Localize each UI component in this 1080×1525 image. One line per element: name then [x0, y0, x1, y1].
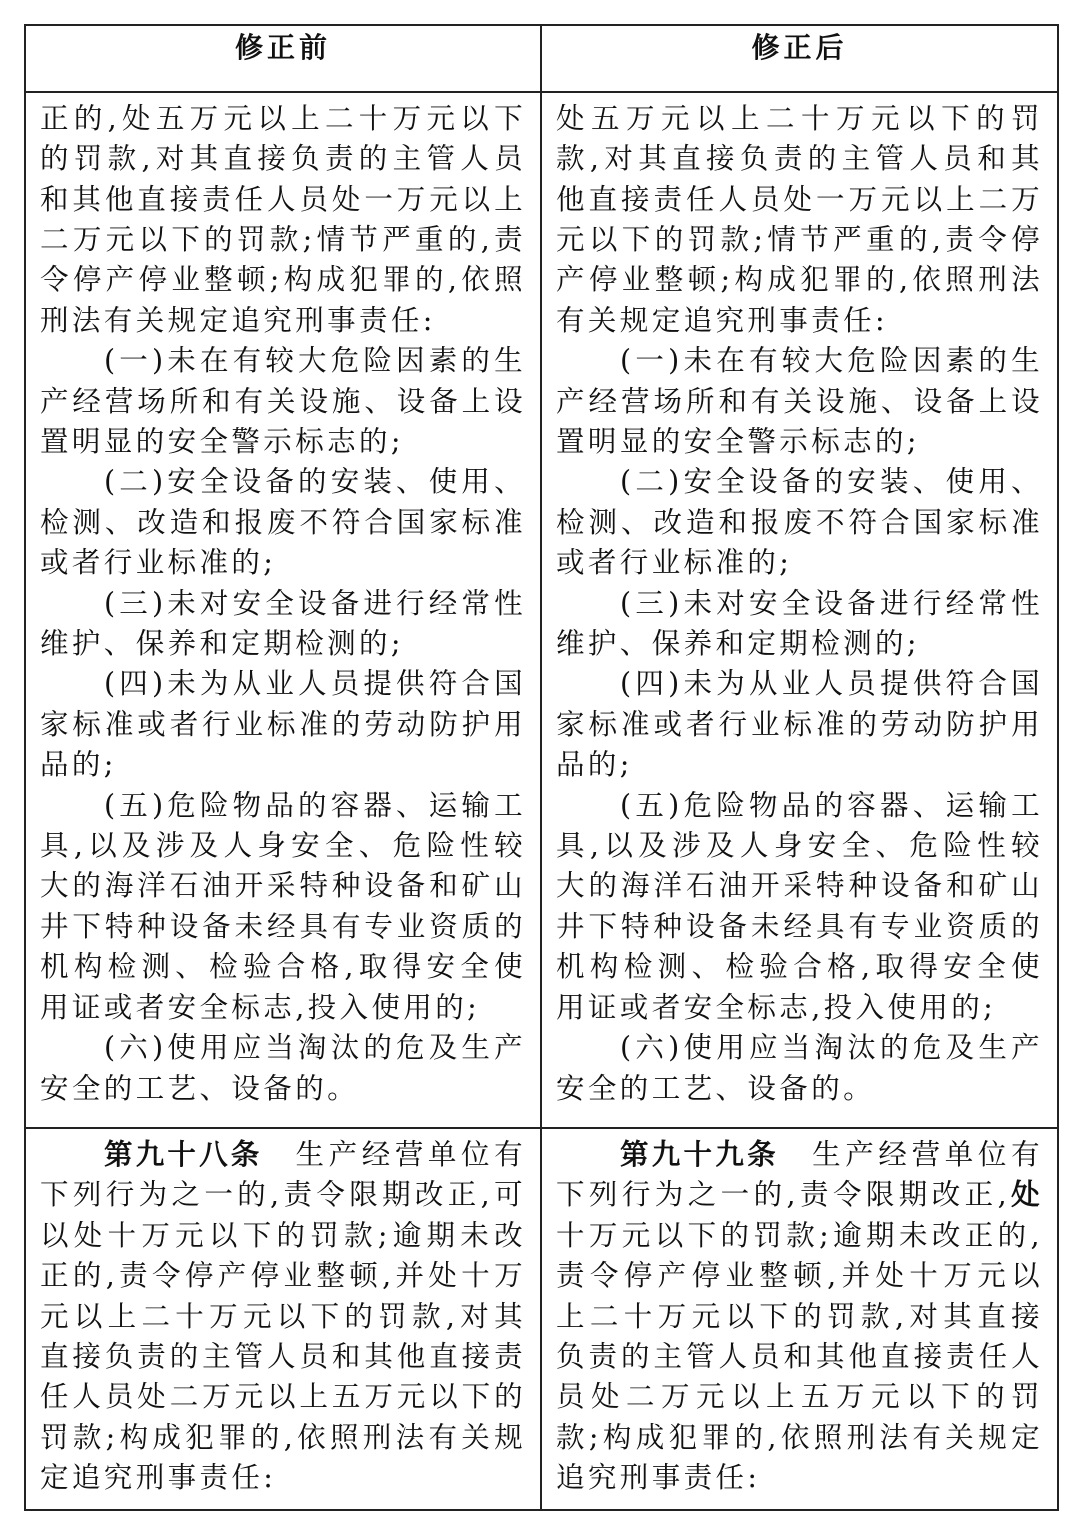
table-row	[25, 92, 1058, 1128]
header-before: 修正前	[25, 25, 541, 92]
header-row	[25, 25, 1058, 92]
provision-intro: 正的,处五万元以上二十万元以下的罚款,对其直接负责的主管人员和其他直接责任人员处一万元以上二万元以下的罚款;情节严重的,责令停产停业整顿;构成犯罪的,依照刑法有关规定追究刑事责任:	[40, 101, 526, 337]
list-item: (五)危险物品的容器、运输工具,以及涉及人身安全、危险性较大的海洋石油开采特种设备和矿山井下特种设备未经具有专业资质的机构检测、检验合格,取得安全使用证或者安全标志,投入使用的;	[40, 788, 526, 1024]
list-item: (六)使用应当淘汰的危及生产安全的工艺、设备的。	[40, 1031, 526, 1105]
list-item: (六)使用应当淘汰的危及生产安全的工艺、设备的。	[556, 1031, 1043, 1105]
list-item: (二)安全设备的安装、使用、检测、改造和报废不符合国家标准或者行业标准的;	[556, 465, 1043, 580]
article-text: 生产经营单位有下列行为之一的,责令限期改正,可以处十万元以下的罚款;逾期未改正的,责令停产停业整顿,并处十万元以上二十万元以下的罚款,对其直接负责的主管人员和其他直接责任人员处二万元以上五万元以下的罚款;构成犯罪的,依照刑法有关规定追究刑事责任:	[40, 1137, 526, 1495]
list-item: (一)未在有较大危险因素的生产经营场所和有关设施、设备上设置明显的安全警示标志的;	[40, 344, 526, 459]
article-number: 第九十九条	[620, 1137, 779, 1171]
table-row	[25, 1128, 1058, 1510]
article-paragraph	[40, 1135, 526, 1499]
article-text: 十万元以下的罚款;逾期未改正的,责令停产停业整顿,并处十万元以上二十万元以下的罚款,对其直接负责的主管人员和其他直接责任人员处二万元以上五万元以下的罚款;构成犯罪的,依照刑法有关规定追究刑事责任:	[556, 1218, 1043, 1495]
list-item: (四)未为从业人员提供符合国家标准或者行业标准的劳动防护用品的;	[40, 667, 526, 782]
list-item: (三)未对安全设备进行经常性维护、保养和定期检测的;	[556, 586, 1043, 661]
list-item: (四)未为从业人员提供符合国家标准或者行业标准的劳动防护用品的;	[556, 667, 1043, 782]
list-item: (三)未对安全设备进行经常性维护、保养和定期检测的;	[40, 586, 526, 661]
cell-before-provisions	[25, 92, 541, 1128]
article-paragraph	[556, 1135, 1043, 1499]
amended-word: 处	[1010, 1178, 1043, 1212]
cell-after-provisions	[541, 92, 1058, 1128]
comparison-table	[24, 24, 1059, 1511]
list-item: (一)未在有较大危险因素的生产经营场所和有关设施、设备上设置明显的安全警示标志的;	[556, 344, 1043, 459]
list-item: (五)危险物品的容器、运输工具,以及涉及人身安全、危险性较大的海洋石油开采特种设备和矿山井下特种设备未经具有专业资质的机构检测、检验合格,取得安全使用证或者安全标志,投入使用的;	[556, 788, 1043, 1024]
list-item: (二)安全设备的安装、使用、检测、改造和报废不符合国家标准或者行业标准的;	[40, 465, 526, 580]
cell-before-article	[25, 1128, 541, 1510]
cell-after-article	[541, 1128, 1058, 1510]
provision-intro: 处五万元以上二十万元以下的罚款,对其直接负责的主管人员和其他直接责任人员处一万元以上二万元以下的罚款;情节严重的,责令停产停业整顿;构成犯罪的,依照刑法有关规定追究刑事责任:	[556, 101, 1043, 337]
article-text: 生产经营单位有下列行为之一的,责令限期改正,	[556, 1137, 1043, 1212]
article-number: 第九十八条	[104, 1137, 263, 1171]
header-after: 修正后	[541, 25, 1058, 92]
